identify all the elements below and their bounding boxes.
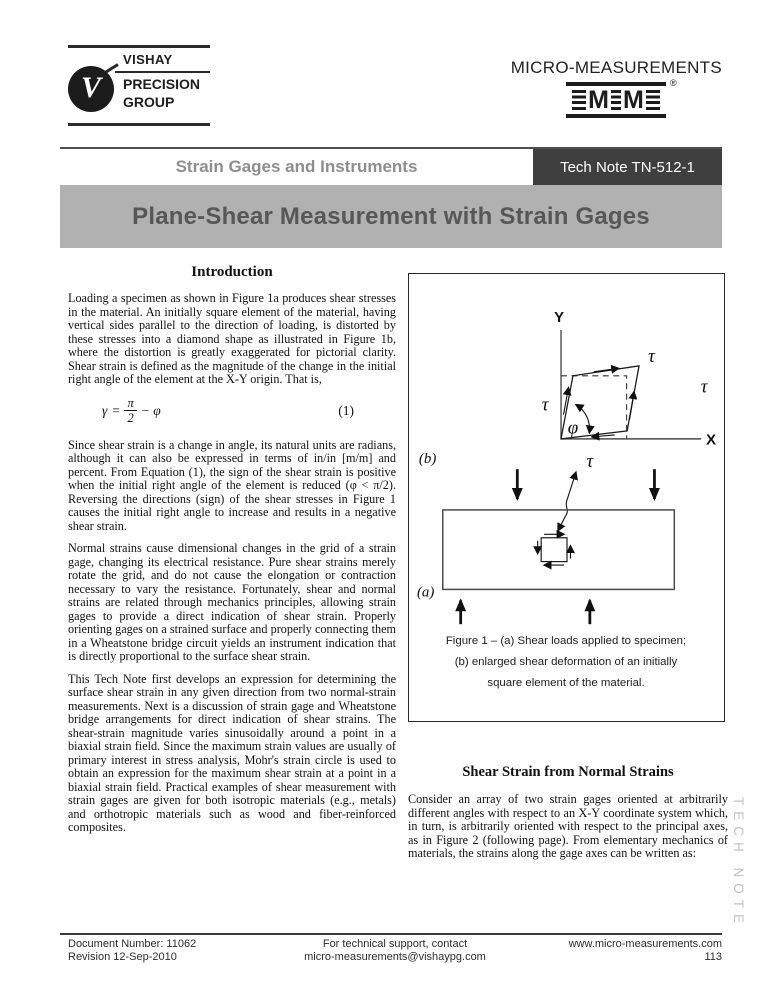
figure-1-box xyxy=(408,273,725,722)
footer-left xyxy=(60,938,279,964)
eq-fraction-denominator: 2 xyxy=(127,411,134,425)
leader-line xyxy=(558,472,576,531)
x-axis-label: X xyxy=(706,432,717,449)
panel-a-label: (a) xyxy=(416,584,435,601)
shear-strain-paragraph: Consider an array of two strain gages oriented at arbitrarily different angles with respect to an X-Y coordinate system which, in turn, is arbitrarily oriented with respect to the principal axes, as in Figure 2 (following page). From elementary mechanics of materials, the strains along the gage axes can be written as: xyxy=(408,792,728,860)
figure-caption-line1: Figure 1 – (a) Shear loads applied to specimen; xyxy=(445,635,687,648)
intro-paragraph-2: Since shear strain is a change in angle, its natural units are radians, although it can also be expressed in terms of in/in [m/m] and percent. From Equation (1), the sign of the shear strain is positive when the initial right angle of the element is reduced (φ < π/2). Reversing the directions (sign) of the shear stresses in Figure 1 causes the initial right angle to increase and results in a negative shear strain. xyxy=(68,437,396,533)
tau-label-bottom: τ xyxy=(586,451,594,473)
equation-1-expression xyxy=(102,397,161,425)
figure-caption-line3: square element of the material. xyxy=(487,676,645,689)
introduction-heading: Introduction xyxy=(191,264,273,280)
equation-1 xyxy=(68,397,396,425)
page-title-bar xyxy=(60,185,722,248)
vishay-v-glyph: V xyxy=(80,71,101,104)
tau-label-right: τ xyxy=(700,376,708,398)
equation-1-number: (1) xyxy=(338,402,354,418)
eq-gamma: γ xyxy=(102,402,108,418)
shear-arrow-right xyxy=(630,392,634,420)
specimen-rect xyxy=(443,510,675,589)
y-axis-label: Y xyxy=(554,310,565,327)
tau-label-top: τ xyxy=(648,345,655,367)
support-email: micro-measurements@vishaypg.com xyxy=(304,951,486,963)
shear-strain-heading: Shear Strain from Normal Strains xyxy=(462,764,674,780)
support-text: For technical support, contact xyxy=(322,938,468,950)
vishay-wordmark: VISHAY xyxy=(123,52,173,67)
series-label-strip xyxy=(60,149,533,185)
mm-flag-logo-icon xyxy=(566,82,666,118)
mm-stripes-right-icon xyxy=(646,90,660,111)
document-number: Document Number: 11062 xyxy=(68,938,197,950)
vishay-precision-group-logo xyxy=(68,42,210,128)
mm-letter-m: M xyxy=(623,85,644,114)
footer-rule xyxy=(60,933,722,935)
eq-rhs: − φ xyxy=(140,402,161,418)
eq-fraction xyxy=(124,397,136,425)
phi-label: φ xyxy=(567,417,579,439)
logo-bottom-rule xyxy=(68,123,210,126)
tau-label-left: τ xyxy=(541,394,549,416)
intro-paragraph-1: Loading a specimen as shown in Figure 1a produces shear stresses in the material. An initially square element of the material, having vertical sides parallel to the direction of loading, is distorted by these stresses into a diamond shape as illustrated in Figure 1b, where the distortion is greatly exaggerated for pictorial clarity. Shear strain is defined as the magnitude of the change in the initial right angle of the element at the X-Y origin. That is, xyxy=(68,291,396,386)
revision-date: Revision 12-Sep-2010 xyxy=(68,951,177,963)
figure-caption-line2: (b) enlarged shear deformation of an initially xyxy=(454,655,678,668)
footer xyxy=(60,938,722,964)
tech-note-label: Tech Note TN-512-1 xyxy=(560,158,695,176)
page-number: 113 xyxy=(704,951,722,963)
footer-right xyxy=(511,938,722,964)
shear-strain-section xyxy=(408,764,728,861)
micro-measurements-wordmark: MICRO-MEASUREMENTS xyxy=(510,58,722,77)
eq-equals: = xyxy=(111,402,121,418)
mm-stripes-middle-icon xyxy=(611,90,621,111)
intro-paragraph-3: Normal strains cause dimensional changes in the grid of a strain gage, changing its electrical resistance. Pure shear strains merely rotate the grid, and do not cause the elongation or contraction necessary to vary the resistance. Fortunately, shear and normal strains are related through mechanics principles, allowing strain gages to provide a direct indication of shear strain. Properly orienting gages on a strained surface and properly connecting them in a Wheatstone bridge circuit yields an instrument indication that is directly proportional to the surface shear strain. xyxy=(68,541,396,663)
footer-center xyxy=(279,938,511,964)
registered-trademark-symbol: ® xyxy=(670,78,677,88)
precision-wordmark: PRECISION xyxy=(123,76,201,92)
page-title: Plane-Shear Measurement with Strain Gages xyxy=(132,202,650,230)
tech-note-vertical-watermark: TECH NOTE xyxy=(731,797,746,930)
figure-1-diagram xyxy=(409,274,724,721)
logo-mid-rule xyxy=(115,71,210,74)
eq-fraction-numerator: π xyxy=(124,397,136,412)
left-column xyxy=(68,264,396,844)
panel-b-label: (b) xyxy=(418,451,437,468)
mm-stripes-left-icon xyxy=(572,90,586,111)
intro-paragraph-4: This Tech Note first develops an expression for determining the surface shear strain in any given direction from two normal-strain measurements. Next is a discussion of strain gage and Wheatstone bridge arrangements for direct indication of shear strains. The shear-strain magnitude varies sinusoidally around a point in a biaxial strain field. Since the maximum strain values are usually of primary interest in stress analysis, Mohr's strain circle is used to obtain an expression for the maximum shear strain at a point in a biaxial strain field. Practical examples of shear measurement with strain gages are given for both isotropic materials (e.g., metals) and orthotropic materials such as wood and fiber-reinforced composites. xyxy=(68,671,396,834)
element-square xyxy=(541,538,567,562)
tech-note-badge xyxy=(533,149,722,185)
series-label: Strain Gages and Instruments xyxy=(175,157,418,176)
vishay-v-icon xyxy=(68,66,114,112)
mm-letter-m: M xyxy=(588,85,609,114)
website-link: www.micro-measurements.com xyxy=(568,938,722,950)
group-wordmark: GROUP xyxy=(123,94,175,110)
logo-top-rule xyxy=(68,45,210,48)
